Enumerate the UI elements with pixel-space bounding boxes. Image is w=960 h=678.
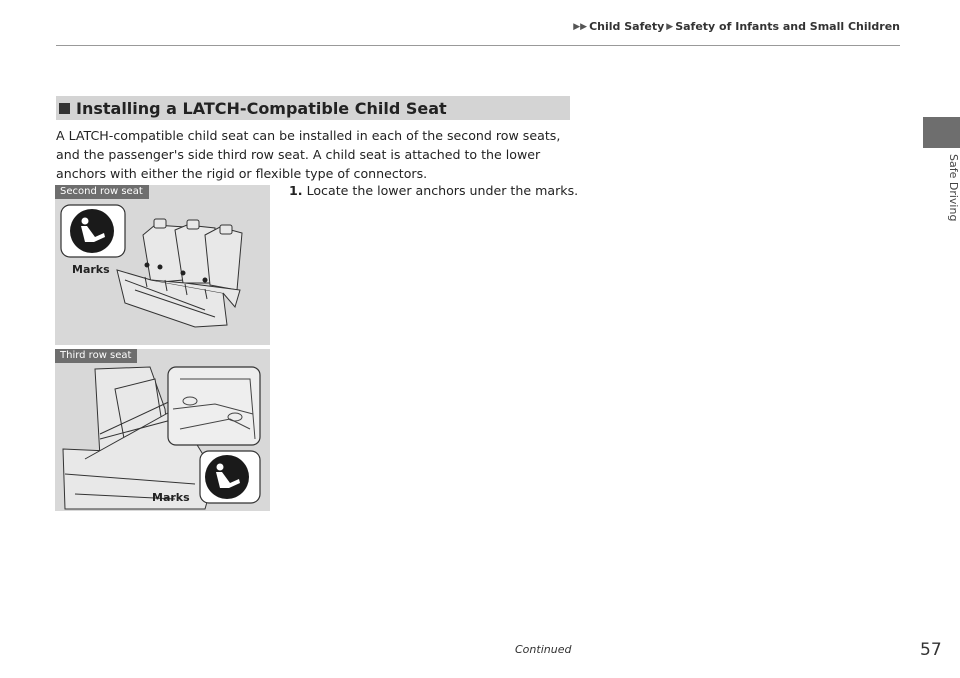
third-row-seat-illustration bbox=[55, 349, 270, 511]
breadcrumb-item-safety-infants[interactable]: Safety of Infants and Small Children bbox=[675, 20, 900, 33]
section-header bbox=[56, 96, 570, 120]
figure-label: Second row seat bbox=[55, 185, 149, 199]
header-divider bbox=[56, 45, 900, 46]
body-paragraph: A LATCH-compatible child seat can be installed in each of the second row seats, and the passenger's side third row seat. A child seat is attached to the lower anchors with either the rigid or flexible type of connectors. bbox=[56, 128, 561, 181]
side-tab-marker[interactable] bbox=[923, 117, 960, 148]
step-number: 1. bbox=[289, 183, 303, 198]
step-text: Locate the lower anchors under the marks. bbox=[306, 183, 579, 198]
step-1 bbox=[289, 183, 578, 198]
arrow-icon: ▶▶ bbox=[573, 21, 588, 32]
arrow-icon: ▶ bbox=[666, 21, 674, 32]
page-number: 57 bbox=[920, 640, 942, 660]
marks-label: Marks bbox=[72, 263, 110, 276]
continued-note: Continued bbox=[515, 643, 572, 656]
breadcrumb-item-child-safety[interactable]: Child Safety bbox=[589, 20, 665, 33]
section-title: Installing a LATCH-Compatible Child Seat bbox=[76, 98, 447, 118]
figure-label: Third row seat bbox=[55, 349, 137, 363]
figure-second-row-seat bbox=[55, 185, 270, 345]
figure-third-row-seat bbox=[55, 349, 270, 511]
side-tab-label: Safe Driving bbox=[947, 154, 960, 222]
breadcrumb bbox=[573, 20, 900, 33]
marks-label: Marks bbox=[152, 491, 190, 504]
square-bullet-icon bbox=[59, 103, 70, 114]
